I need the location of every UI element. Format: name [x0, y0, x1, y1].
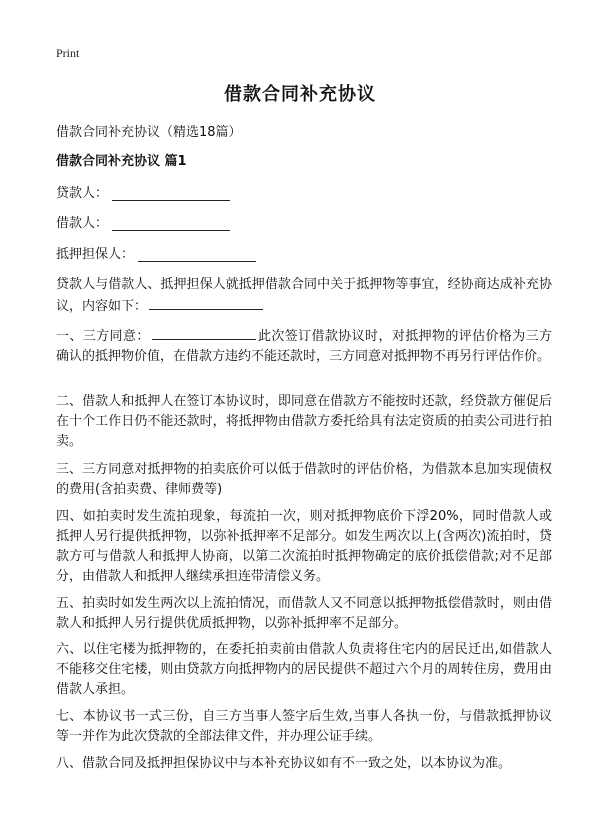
borrower-field	[56, 212, 230, 231]
print-link[interactable]: Print	[56, 46, 80, 60]
intro-blank	[149, 295, 263, 310]
page-title: 借款合同补充协议	[224, 84, 376, 105]
guarantor-label: 抵押担保人：	[56, 247, 135, 262]
borrower-label: 借款人：	[56, 216, 109, 231]
lender-label: 贷款人：	[56, 186, 109, 201]
clause-6: 六、以住宅楼为抵押物的，在委托拍卖前由借款人负责将住宅内的居民迁出,如借款人不能移交住宅楼，则由贷款方向抵押物内的居民提供不超过六个月的周转住房，费用由借款人承担。	[56, 642, 552, 697]
lender-blank	[112, 186, 230, 201]
clause-8: 八、借款合同及抵押担保协议中与本补充协议如有不一致之处，以本协议为准。	[56, 756, 512, 771]
intro-text: 贷款人与借款人、抵押担保人就抵押借款合同中关于抵押物等事宜，经协商达成补充协议，内容如下：	[56, 277, 552, 314]
clause-2: 二、借款人和抵押人在签订本协议时，即同意在借款方不能按时还款，经贷款方催促后在十个工作日仍不能还款时，将抵押物由借款方委托给具有法定资质的拍卖公司进行拍卖。	[56, 394, 552, 449]
intro-paragraph	[56, 275, 552, 317]
clause-1	[56, 325, 552, 367]
clause-1-text: 此次签订借款协议时，对抵押物的评估价格为三方确认的抵押物价值，在借款方违约不能还款时，三方同意对抵押物不再另行评估作价。	[56, 329, 552, 364]
clause-5: 五、拍卖时如发生两次以上流拍情况，而借款人又不同意以抵押物抵偿借款时，则由借款人和抵押人另行提供优质抵押物，以弥补抵押率不足部分。	[56, 596, 552, 631]
borrower-blank	[112, 216, 230, 231]
clause-3: 三、三方同意对抵押物的拍卖底价可以低于借款时的评估价格，为借款本息加实现债权的费用(含拍卖费、律师费等)	[56, 462, 552, 497]
clause-4: 四、如拍卖时发生流拍现象，每流拍一次，则对抵押物底价下浮20%，同时借款人或抵押人另行提供抵押物，以弥补抵押率不足部分。如发生两次以上(含两次)流拍时，贷款方可与借款人和抵押人协商，以第二次流拍时抵押物确定的底价抵偿借款;对不足部分，由借款人和抵押人继续承担连带清偿义务。	[56, 509, 552, 584]
section-heading: 借款合同补充协议 篇1	[56, 154, 187, 169]
lender-field	[56, 182, 230, 201]
guarantor-field	[56, 243, 256, 262]
clause-1-lead: 一、三方同意：	[56, 329, 150, 344]
document-subtitle: 借款合同补充协议（精选18篇）	[56, 125, 242, 140]
guarantor-blank	[138, 247, 256, 262]
clause-7: 七、本协议书一式三份，自三方当事人签字后生效,当事人各执一份，与借款抵押协议等一并作为此次贷款的全部法律文件，并办理公证手续。	[56, 709, 552, 744]
clause-1-blank	[152, 325, 256, 340]
